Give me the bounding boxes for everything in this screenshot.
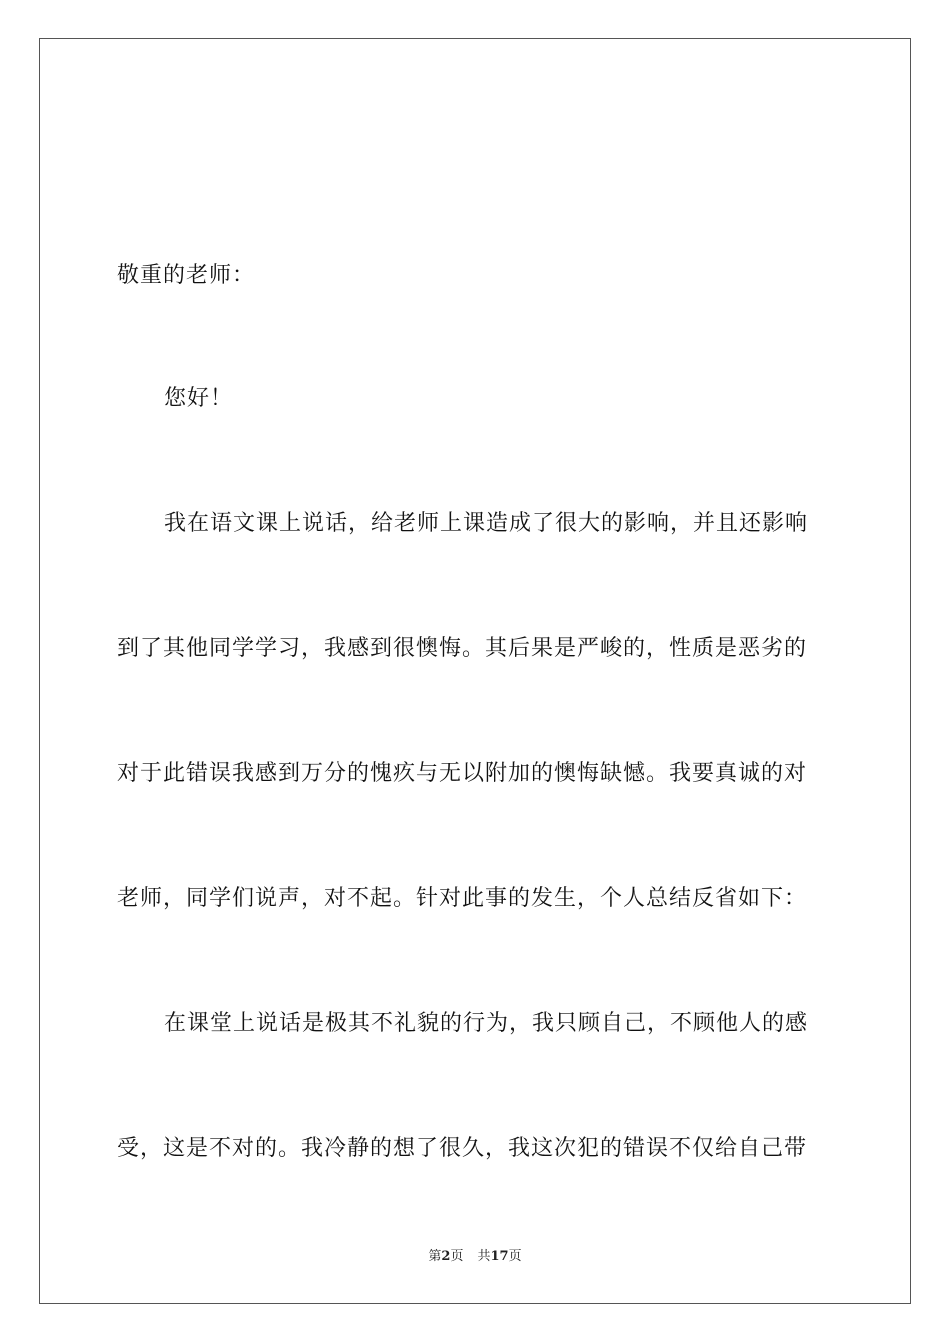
body-line-3: 对于此错误我感到万分的愧疚与无以附加的懊悔缺憾。我要真诚的对	[117, 761, 808, 786]
page-number: 2	[441, 1249, 451, 1264]
body-line-6: 受，这是不对的。我冷静的想了很久，我这次犯的错误不仅给自己带	[117, 1136, 808, 1161]
total-pages: 17	[490, 1249, 509, 1264]
salutation: 敬重的老师：	[117, 263, 256, 288]
body-line-1: 我在语文课上说话，给老师上课造成了很大的影响，并且还影响	[164, 511, 809, 536]
page-footer	[0, 1248, 950, 1266]
page-suffix: 页	[450, 1249, 464, 1264]
body-line-4: 老师，同学们说声，对不起。针对此事的发生，个人总结反省如下：	[117, 886, 808, 911]
body-line-2: 到了其他同学学习，我感到很懊悔。其后果是严峻的，性质是恶劣的	[117, 636, 808, 661]
total-prefix: 共	[477, 1249, 491, 1264]
page-prefix: 第	[428, 1249, 442, 1264]
page-border	[39, 38, 911, 1304]
greeting: 您好！	[164, 386, 234, 411]
body-line-5: 在课堂上说话是极其不礼貌的行为，我只顾自己，不顾他人的感	[164, 1011, 809, 1036]
total-suffix: 页	[508, 1249, 522, 1264]
